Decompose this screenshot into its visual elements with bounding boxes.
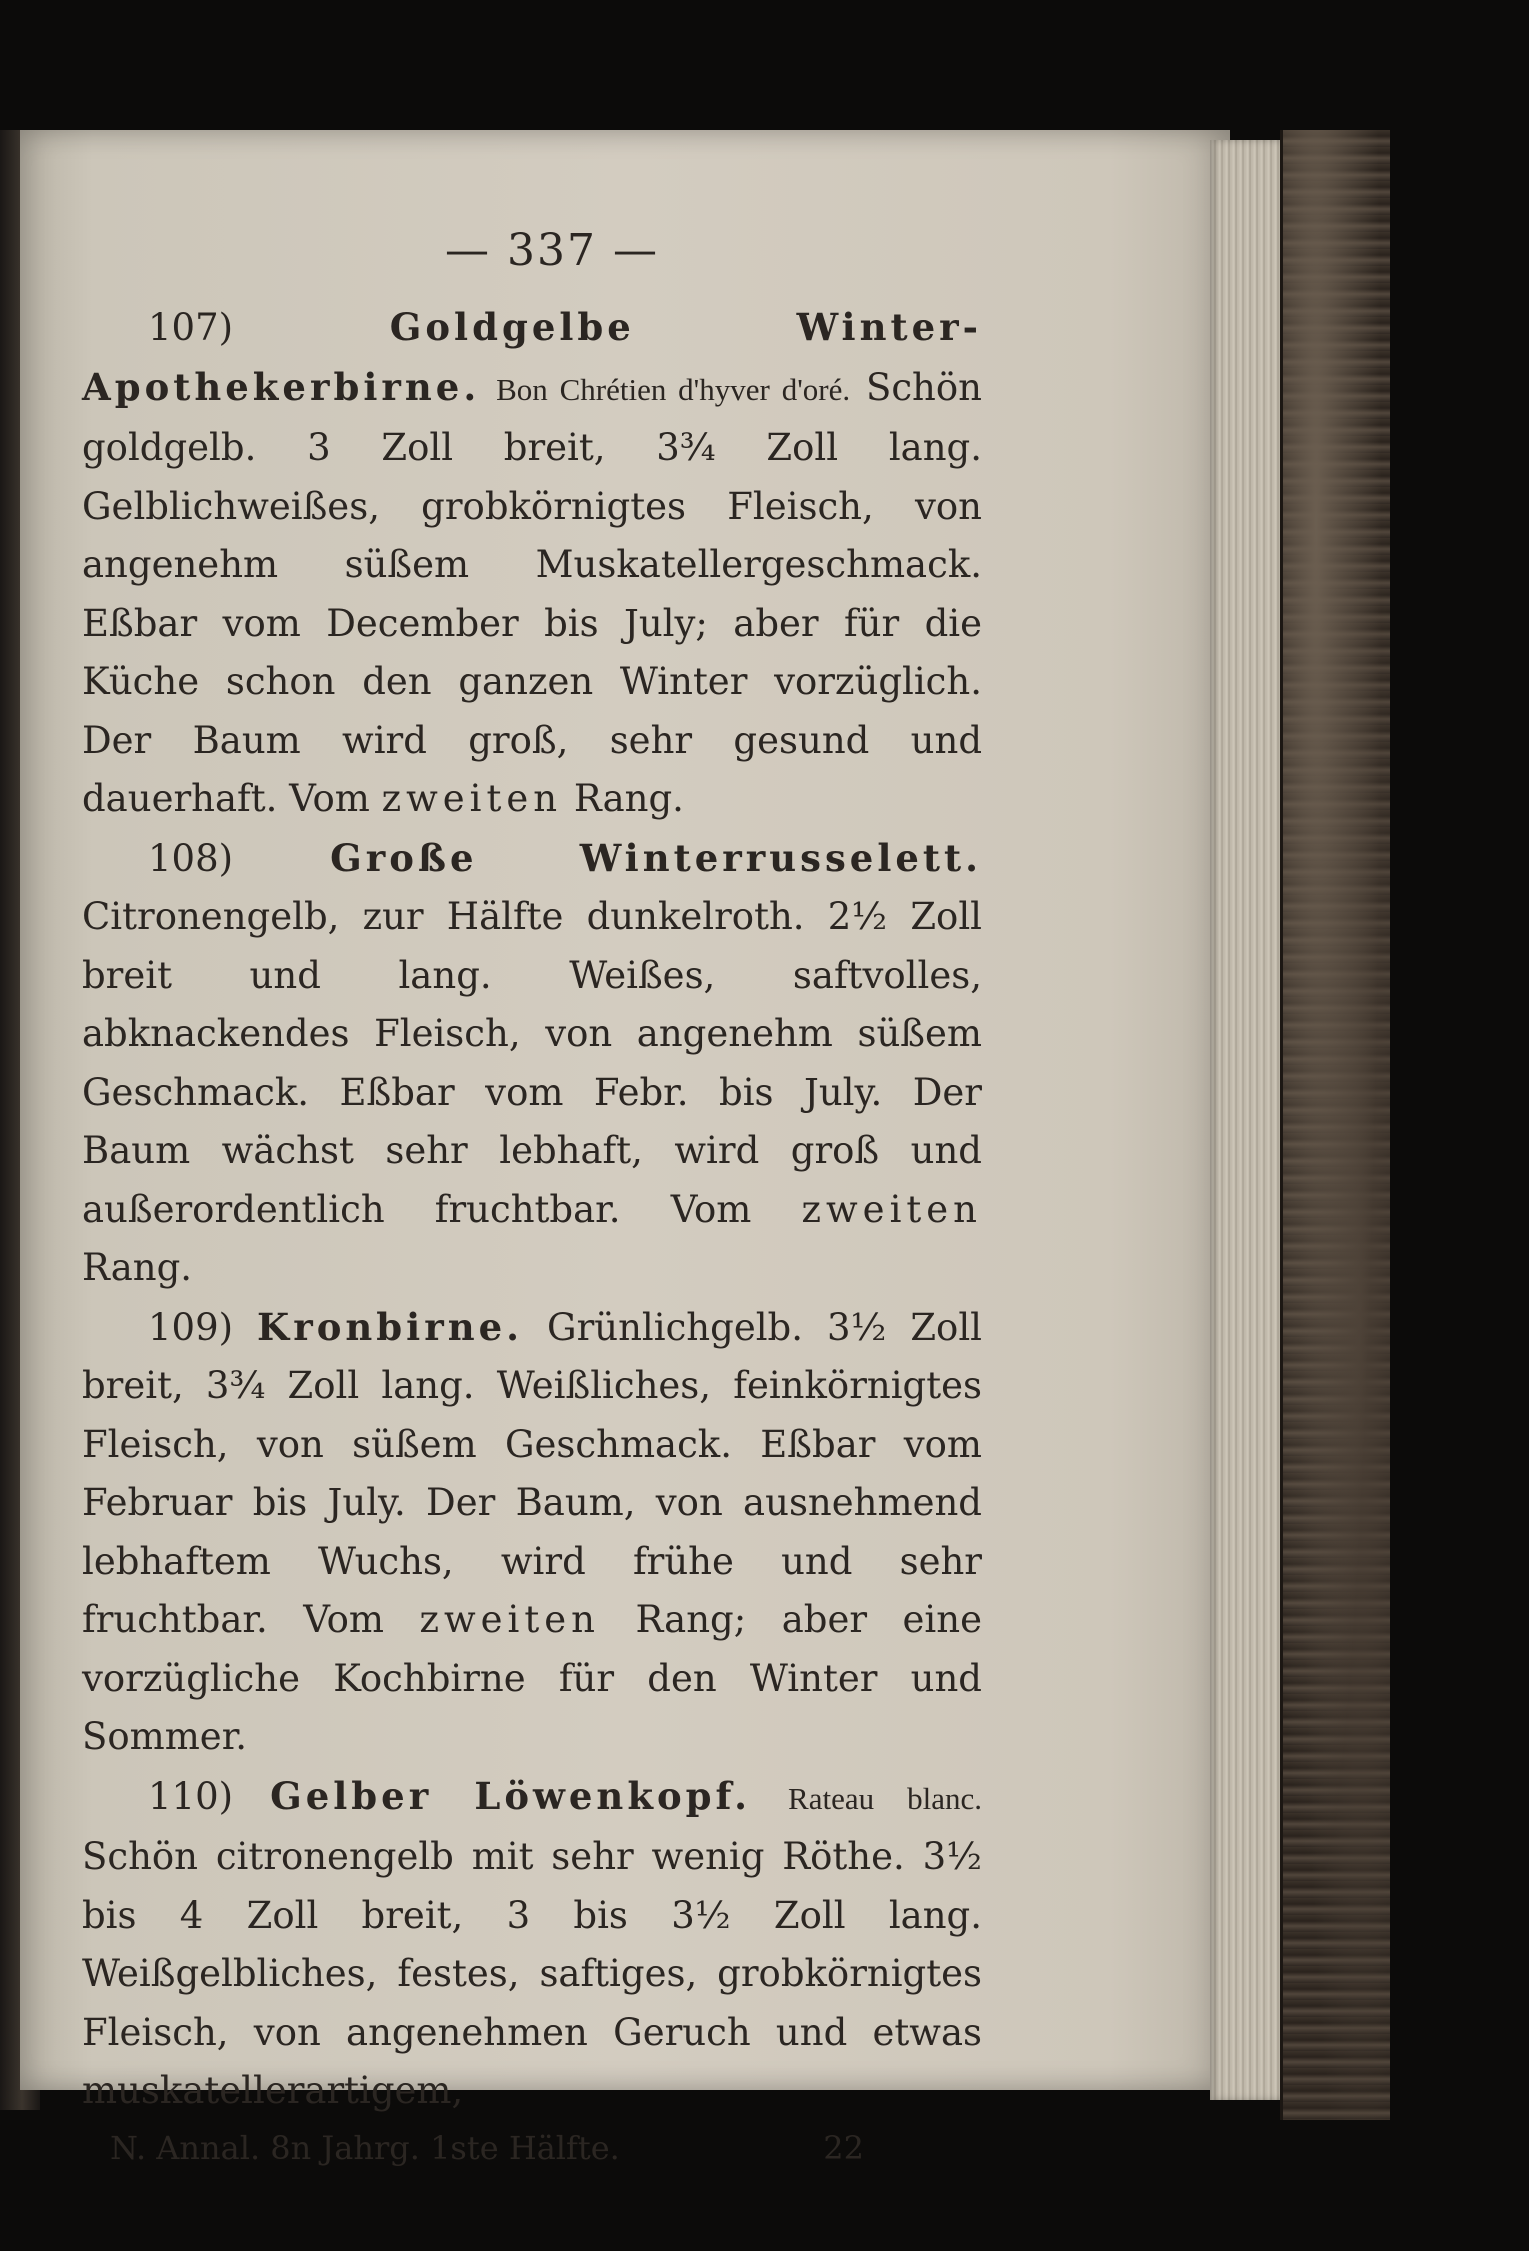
entry-french-name: Bon Chrétien d'hyver d'oré. — [496, 371, 851, 407]
entry-107 — [82, 298, 982, 829]
entry-heading: Kronbirne. — [257, 1304, 524, 1349]
entry-paragraph — [82, 829, 982, 1298]
entry-rank-pre: Vom — [670, 1187, 752, 1231]
entry-number: 109) — [148, 1305, 234, 1349]
page-content — [82, 225, 982, 2167]
entry-paragraph — [82, 1298, 982, 1767]
entry-text: Citronengelb, zur Hälfte dunkelroth. 2½ Zoll breit und lang. Weißes, saftvolles, abknackendes Fleisch, von angenehm süßem Geschmack. Eßbar vom Febr. bis July. Der Baum wächst sehr lebhaft, wird groß und außerordentlich fruchtbar. — [82, 895, 982, 1231]
background-shadow — [1390, 130, 1529, 2120]
entry-heading: Goldgelbe Winter-Apothekerbirne. — [82, 305, 982, 409]
entry-heading: Große Winterrusselett. — [330, 835, 982, 880]
entry-number: 107) — [148, 306, 234, 349]
entry-rank-pre: Vom — [303, 1598, 384, 1641]
entry-paragraph — [82, 298, 982, 829]
entry-number: 108) — [148, 836, 234, 880]
footer-sheet-number: 22 — [823, 2128, 864, 2167]
footer-signature: N. Annal. 8n Jahrg. 1ste Hälfte. — [110, 2128, 620, 2167]
entry-108 — [82, 829, 982, 1298]
entry-text: Schön citronengelb mit sehr wenig Röthe. 3½ bis 4 Zoll breit, 3 bis 3½ Zoll lang. Weißgelbliches, festes, saftiges, grobkörnigtes Fleisch, von angenehmen Geruch und etwas muskatellerartigem, — [82, 1835, 982, 2112]
entry-rank-post: Rang. — [573, 777, 684, 820]
entry-heading: Gelber Löwenkopf. — [270, 1773, 751, 1818]
book-binding — [1280, 130, 1393, 2120]
entry-109 — [82, 1298, 982, 1767]
entry-text: Schön goldgelb. 3 Zoll breit, 3¾ Zoll lang. Gelblichweißes, grobkörnigtes Fleisch, von angenehm süßem Muskatellergeschmack. Eßbar vom December bis July; aber für die Küche schon den ganzen Winter vorzüglich. Der Baum wird groß, sehr gesund und dauerhaft. — [82, 365, 982, 820]
entry-paragraph — [82, 1767, 982, 2121]
entry-rank-post: Rang. — [82, 1246, 193, 1289]
entry-text: Grünlichgelb. 3½ Zoll breit, 3¾ Zoll lang. Weißliches, feinkörnigtes Fleisch, von süßem Geschmack. Eßbar vom Februar bis July. Der Baum, von ausnehmend lebhaftem Wuchs, wird frühe und sehr fruchtbar. — [82, 1305, 983, 1641]
entry-rank-post: Rang; aber eine vorzügliche Kochbirne für den Winter und Sommer. — [82, 1598, 982, 1758]
entry-number: 110) — [148, 1774, 234, 1818]
entry-rank-word: zweiten — [381, 777, 563, 820]
entry-rank-word: zweiten — [419, 1598, 600, 1641]
page-block-edge — [1210, 140, 1280, 2100]
entry-rank-word: zweiten — [801, 1187, 983, 1231]
page-number: — 337 — — [445, 225, 659, 276]
page-footer — [82, 2129, 982, 2167]
entry-french-name: Rateau blanc. — [788, 1780, 982, 1816]
entry-110 — [82, 1767, 982, 2121]
entry-rank-pre: Vom — [289, 777, 370, 820]
